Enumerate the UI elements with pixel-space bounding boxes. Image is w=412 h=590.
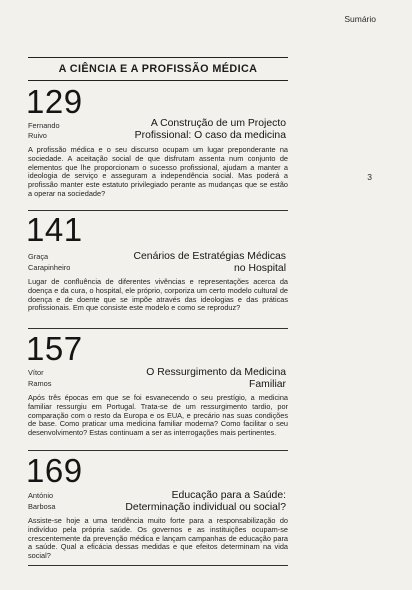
section-heading: A CIÊNCIA E A PROFISSÃO MÉDICA bbox=[58, 63, 258, 75]
article-author-first: Vítor bbox=[28, 368, 44, 377]
article-abstract: Lugar de confluência de diferentes vivências e representações acerca da doença e da cura, o hospital, ele próprio, corporiza um certo modelo cultural de doença e de doente que se impõe através das ideologias e das práticas profissionais. Em que consiste este modelo e como se reproduz? bbox=[28, 277, 288, 313]
top-divider bbox=[28, 57, 288, 58]
article-author-last: Barbosa bbox=[28, 502, 56, 511]
article-author-first: António bbox=[28, 491, 54, 500]
heading-divider bbox=[28, 80, 288, 81]
page-number: 3 bbox=[367, 172, 372, 182]
article-author-last: Carapinheiro bbox=[28, 263, 71, 272]
article-title[interactable] bbox=[125, 490, 286, 514]
article-abstract: Após três épocas em que se foi esvanecendo o seu prestígio, a medicina familiar ressurgiu em Portugal. Trata-se de um ressurgimento tardio, por comparação com o resto da Europa e os EUA, e precário nas suas condições de base. Como praticar uma medicina familiar moderna? Como facilitar o seu desenvolvimento? Estas continuam a ser as interrogações mais pertinentes. bbox=[28, 393, 288, 438]
article-abstract: A profissão médica e o seu discurso ocupam um lugar preponderante na sociedade. A aceitação social de que disfrutam assenta num conjunto de elementos que lhe proporcionam o sucesso profissional, ajudam a manter a ideologia de serviço e asseguram a independência social. Mas poderá a profissão manter este estatuto privilegiado perante as mudanças que se estão a operar na sociedade? bbox=[28, 145, 288, 198]
article-author-last: Ramos bbox=[28, 379, 52, 388]
article-divider bbox=[28, 450, 288, 451]
article-divider bbox=[28, 565, 288, 566]
article-page-number: 169 bbox=[26, 452, 83, 489]
article-title[interactable] bbox=[135, 118, 286, 142]
article-page-number: 141 bbox=[26, 211, 83, 248]
article-page-number: 129 bbox=[26, 83, 83, 120]
article-title-line: Determinação individual ou social? bbox=[125, 502, 286, 514]
article-title-line: Educação para a Saúde: bbox=[171, 490, 286, 501]
article-title-line: Profissional: O caso da medicina bbox=[134, 130, 286, 142]
article-author-first: Fernando bbox=[28, 121, 60, 130]
article-divider bbox=[28, 328, 288, 329]
article-title-line: no Hospital bbox=[234, 263, 286, 275]
article-title-line: Familiar bbox=[249, 379, 286, 391]
article-author-last: Ruivo bbox=[28, 131, 47, 140]
article-title-line: A Construção de um Projecto bbox=[150, 118, 286, 129]
article-abstract: Assiste-se hoje a uma tendência muito forte para a responsabilização do indivíduo pela própria saúde. Os governos e as instituições ocupam-se crescentemente da prevenção médica e lançam campanhas de educação para a saúde. Qual a eficácia dessas medidas e que efeitos determinam na vida social? bbox=[28, 516, 288, 561]
article-title[interactable] bbox=[134, 251, 286, 275]
section-label: Sumário bbox=[344, 14, 376, 24]
article-title-line: O Ressurgimento da Medicina bbox=[146, 367, 286, 378]
article-author-first: Graça bbox=[28, 252, 49, 261]
article-page-number: 157 bbox=[26, 330, 83, 367]
article-title-line: Cenários de Estratégias Médicas bbox=[133, 251, 286, 262]
article-title[interactable] bbox=[146, 367, 286, 391]
